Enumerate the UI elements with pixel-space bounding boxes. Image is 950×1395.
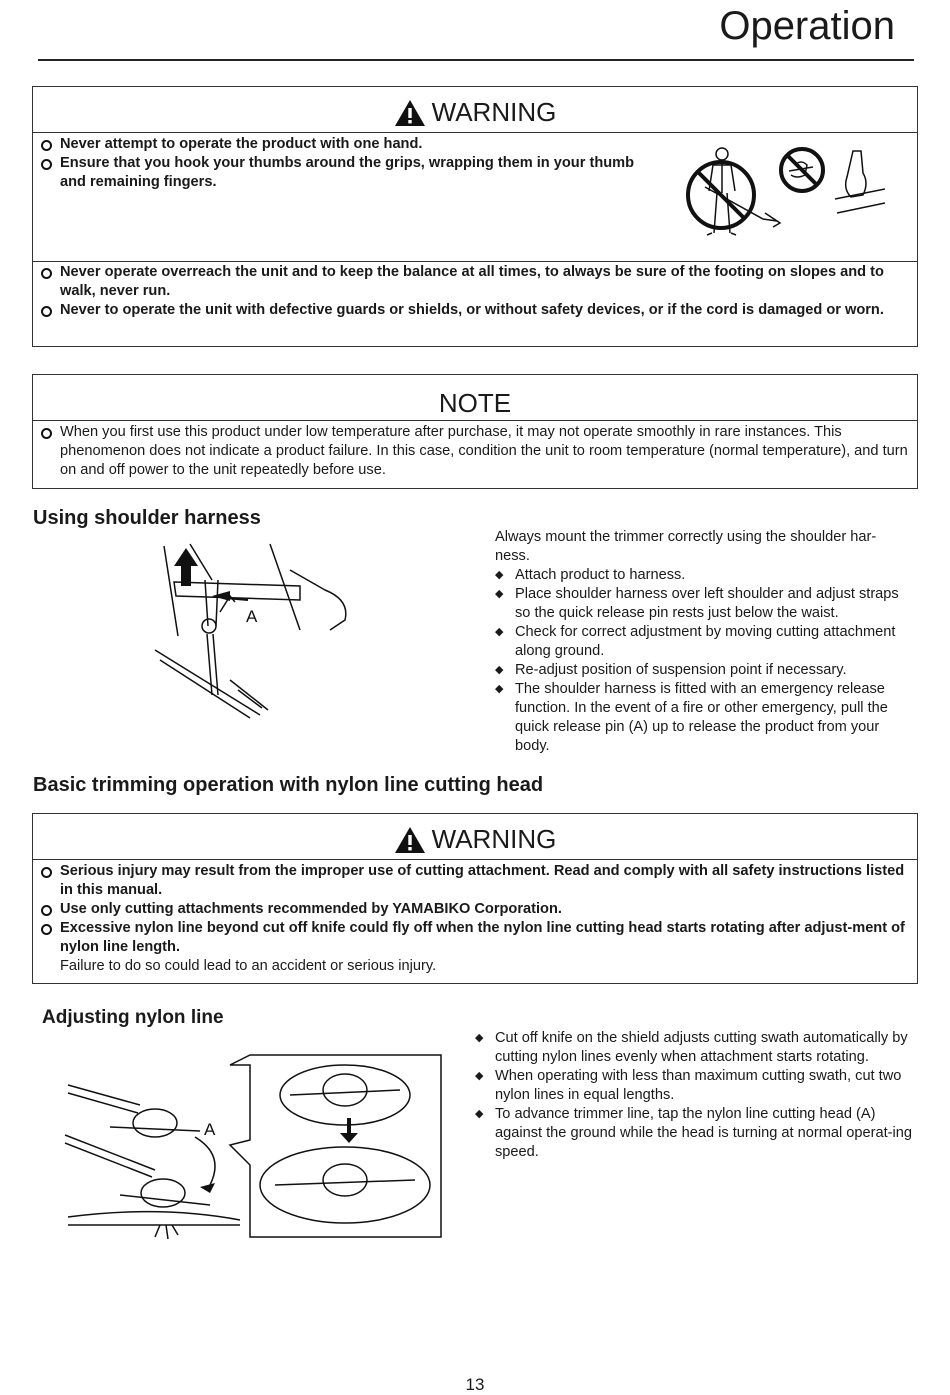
warning-box-2: [32, 813, 918, 984]
warning-box-1: [32, 86, 918, 347]
harness-bullet: ◆ The shoulder harness is fitted with an emergency release function. In the event of a fire or other emergency, pull the quick release pin (A) up to release the product from your body.: [495, 681, 888, 754]
harness-bullet: ◆ Attach product to harness.: [495, 567, 686, 583]
harness-figure-label: A: [246, 607, 258, 626]
warning-triangle-icon: [394, 99, 426, 127]
warning-triangle-icon: [394, 826, 426, 854]
divider: [33, 859, 917, 860]
harness-bullet: ◆ Re-adjust position of suspension point if necessary.: [495, 662, 847, 678]
page-number: 13: [465, 1375, 485, 1394]
divider: [33, 261, 917, 262]
page-title: Operation: [719, 4, 895, 48]
warning-heading-1: WARNING: [33, 97, 917, 128]
nylon-bullet: ◆ When operating with less than maximum cutting swath, cut two nylon lines in equal lengths.: [475, 1068, 902, 1103]
nylon-figure-label: A: [204, 1120, 216, 1139]
warning-item: Use only cutting attachments recommended by YAMABIKO Corporation.: [41, 900, 915, 919]
divider: [33, 420, 917, 421]
harness-intro: Always mount the trimmer correctly using the shoulder har-ness.: [495, 529, 877, 564]
grip-warning-illustration: [685, 143, 885, 243]
harness-bullet: ◆ Check for correct adjustment by moving cutting attachment along ground.: [495, 624, 896, 659]
nylon-bullet: ◆ To advance trimmer line, tap the nylon line cutting head (A) against the ground while the head is turning at normal operat-ing speed.: [475, 1106, 912, 1160]
warning-heading-2: WARNING: [33, 824, 917, 855]
warning-item: Never attempt to operate the product with one hand.: [41, 135, 650, 154]
note-box: [32, 374, 918, 489]
warning-item: Excessive nylon line beyond cut off knife could fly off when the nylon line cutting head starts rotating after adjust-ment of nylon line length.: [41, 919, 915, 957]
note-heading: NOTE: [438, 388, 512, 418]
warning-item: Ensure that you hook your thumbs around the grips, wrapping them in your thumb and remaining fingers.: [41, 154, 640, 192]
divider: [33, 132, 917, 133]
section-heading-nylon: Adjusting nylon line: [42, 1007, 224, 1028]
warning-item: Never operate overreach the unit and to keep the balance at all times, to always be sure of the footing on slopes and to walk, never run.: [41, 263, 915, 301]
warning-footnote: Failure to do so could lead to an accident or serious injury.: [60, 958, 437, 974]
section-heading-trimming: Basic trimming operation with nylon line cutting head: [33, 774, 544, 796]
section-heading-harness: Using shoulder harness: [33, 507, 261, 529]
title-rule: [38, 59, 914, 61]
warning-item: Serious injury may result from the improper use of cutting attachment. Read and comply with all safety instructions listed in this manual.: [41, 862, 915, 900]
harness-bullet: ◆ Place shoulder harness over left shoulder and adjust straps so the quick release pin rests just below the waist.: [495, 586, 899, 621]
warning-item: Never to operate the unit with defective guards or shields, or without safety devices, or if the cord is damaged or worn.: [41, 301, 915, 320]
nylon-bullet: ◆ Cut off knife on the shield adjusts cutting swath automatically by cutting nylon lines evenly when attachment starts rotating.: [475, 1030, 908, 1065]
nylon-line-illustration: [60, 1045, 450, 1245]
harness-illustration: [150, 540, 360, 730]
note-item: When you first use this product under low temperature after purchase, it may not operate smoothly in rare instances. This phenomenon does not indicate a product failure. In this case, condition the unit to room temperature (normal temperature), and turn on and off power to the unit repeatedly before use.: [41, 423, 910, 480]
